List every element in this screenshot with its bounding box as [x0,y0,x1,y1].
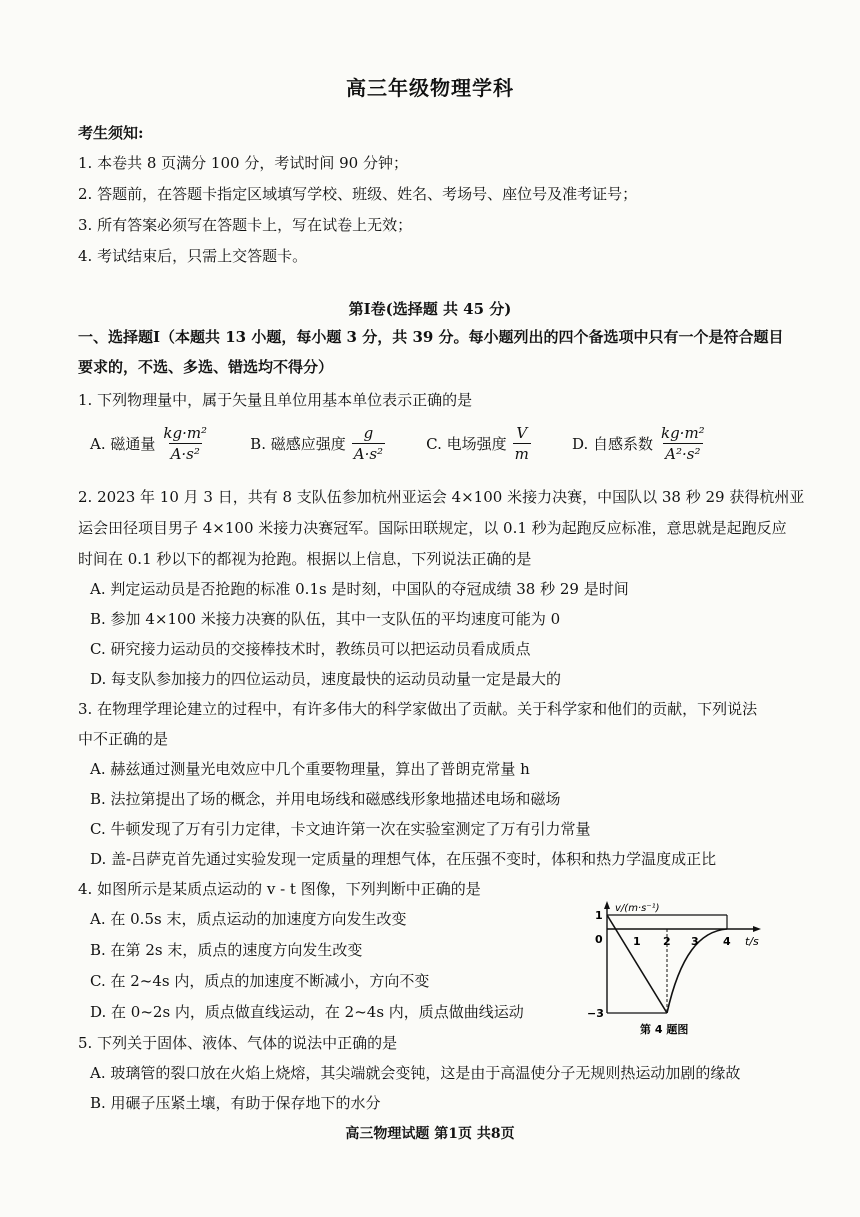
question-3-option: D. 盖-吕萨克首先通过实验发现一定质量的理想气体，在压强不变时，体积和热力学温度成正比 [90,850,717,868]
question-3-stem: 中不正确的是 [78,730,169,748]
question-1-stem: 1. 下列物理量中，属于矢量且单位用基本单位表示正确的是 [78,391,473,409]
y-axis-arrow [604,901,610,909]
notice-item: 2. 答题前，在答题卡指定区域填写学校、班级、姓名、考场号、座位号及准考证号； [78,185,638,203]
question-4-stem: 4. 如图所示是某质点运动的 v - t 图像，下列判断中正确的是 [78,880,481,898]
y-tick-label: 1 [595,909,603,922]
part-heading: 要求的，不选、多选、错选均不得分） [78,358,334,376]
question-5-option: A. 玻璃管的裂口放在火焰上烧熔，其尖端就会变钝，这是由于高温使分子无规则热运动加剧的缘故 [90,1064,741,1082]
unit-fraction: $\frac{\text{kg·m²}}{\text{A²·s²}}$ [660,424,705,463]
question-2-option: D. 每支队参加接力的四位运动员，速度最快的运动员动量一定是最大的 [90,670,562,688]
page-footer: 高三物理试题 第1页 共8页 [345,1126,515,1142]
y-tick-label: −3 [587,1007,604,1020]
notice-item: 4. 考试结束后，只需上交答题卡。 [78,247,308,265]
question-2-stem: 时间在 0.1 秒以下的都视为抢跑。根据以上信息，下列说法正确的是 [78,550,532,568]
vt-graph-figure [585,895,785,1040]
page-title: 高三年级物理学科 [346,76,514,100]
question-5-option: B. 用碾子压紧土壤，有助于保存地下的水分 [90,1094,381,1112]
question-3-option: B. 法拉第提出了场的概念，并用电场线和磁感线形象地描述电场和磁场 [90,790,561,808]
velocity-line-0-2s [607,915,667,1013]
unit-fraction: $\frac{g}{\text{A·s²}}$ [353,424,384,463]
notice-heading: 考生须知: [78,124,144,142]
y-axis-label: v/(m·s⁻¹) [615,903,660,914]
question-3-option: C. 牛顿发现了万有引力定律，卡文迪许第一次在实验室测定了万有引力常量 [90,820,591,838]
notice-item: 3. 所有答案必须写在答题卡上，写在试卷上无效； [78,216,413,234]
notice-item: 1. 本卷共 8 页满分 100 分，考试时间 90 分钟； [78,154,408,172]
x-tick-label: 1 [633,935,641,948]
question-4-option: C. 在 2~4s 内，质点的加速度不断减小，方向不变 [90,972,430,990]
section-title: 第Ⅰ卷(选择题 共 45 分) [348,300,512,318]
x-axis-label: t/s [745,935,759,948]
y-tick-label: 0 [595,933,603,946]
option-a: A. 磁通量 $\frac{\text{kg·m²}}{\text{A·s²}}$ [90,424,208,463]
question-4-option: B. 在第 2s 末，质点的速度方向发生改变 [90,941,363,959]
x-tick-label: 2 [663,935,671,948]
question-3-option: A. 赫兹通过测量光电效应中几个重要物理量，算出了普朗克常量 h [90,760,530,778]
figure-caption: 第 4 题图 [640,1023,689,1036]
question-4-option: A. 在 0.5s 末，质点运动的加速度方向发生改变 [90,910,407,928]
question-5-stem: 5. 下列关于固体、液体、气体的说法中正确的是 [78,1034,398,1052]
x-axis-arrow [753,926,761,932]
question-2-stem: 2. 2023 年 10 月 3 日，共有 8 支队伍参加杭州亚运会 4×100 米接力决赛，中国队以 38 秒 29 获得杭州亚 [78,488,805,506]
question-2-option: A. 判定运动员是否抢跑的标准 0.1s 是时刻，中国队的夺冠成绩 38 秒 29 是时间 [90,580,629,598]
question-2-option: C. 研究接力运动员的交接棒技术时，教练员可以把运动员看成质点 [90,640,531,658]
x-tick-label: 4 [723,935,731,948]
question-1-options [90,424,713,463]
unit-fraction: $\frac{V}{m}$ [514,424,529,463]
question-2-option: B. 参加 4×100 米接力决赛的队伍，其中一支队伍的平均速度可能为 0 [90,610,561,628]
question-2-stem: 运会田径项目男子 4×100 米接力决赛冠军。国际田联规定，以 0.1 秒为起跑反应标准，意思就是起跑反应 [78,519,787,537]
question-3-stem: 3. 在物理学理论建立的过程中，有许多伟大的科学家做出了贡献。关于科学家和他们的贡献，下列说法 [78,700,758,718]
option-b: B. 磁感应强度 $\frac{g}{\text{A·s²}}$ [250,424,384,463]
part-heading: 一、选择题Ⅰ（本题共 13 小题，每小题 3 分，共 39 分。每小题列出的四个备选项中只有一个是符合题目 [78,328,784,346]
x-tick-label: 3 [691,935,699,948]
unit-fraction: $\frac{\text{kg·m²}}{\text{A·s²}}$ [163,424,208,463]
option-d: D. 自感系数 $\frac{\text{kg·m²}}{\text{A²·s²}}$ [571,424,705,463]
question-4-option: D. 在 0~2s 内，质点做直线运动，在 2~4s 内，质点做曲线运动 [90,1003,524,1021]
option-c: C. 电场强度 $\frac{V}{m}$ [426,424,529,463]
